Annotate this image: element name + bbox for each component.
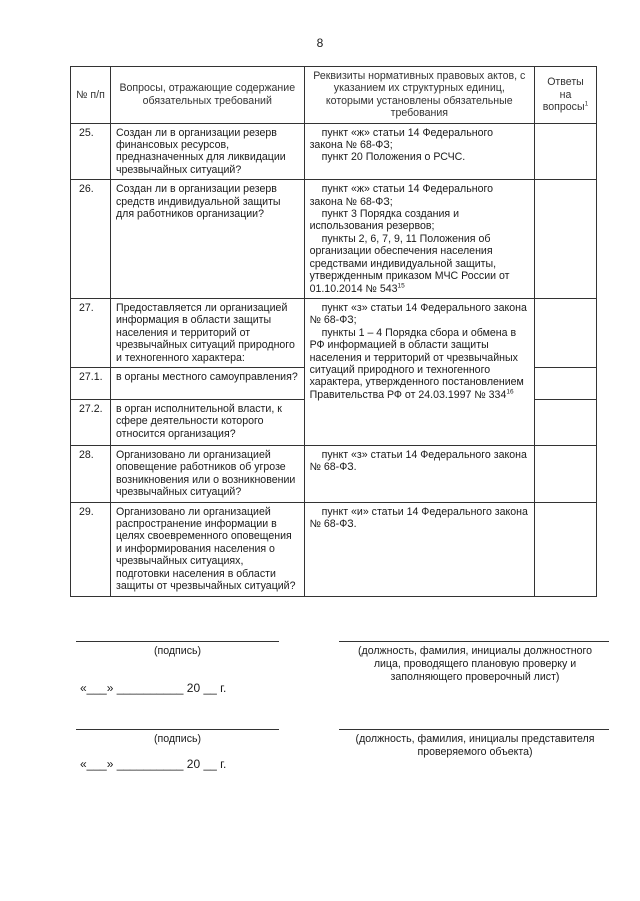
requisite-text: пункты 2, 6, 7, 9, 11 Положения об организации обеспечения населения средствами индивидуальной защиты, утвержденным приказом МЧС России от 01.10.2014 № 543 [309, 232, 510, 295]
position-caption: (должность, фамилия, инициалы представителя проверяемого объекта) [355, 733, 595, 758]
row-requisites [304, 502, 534, 596]
row-number: 27. [71, 298, 111, 367]
requisite-line [310, 233, 529, 295]
page-number: 8 [316, 36, 324, 50]
table-header-row [71, 67, 597, 124]
requisite-line: пункт «ж» статьи 14 Федерального закона № 68-ФЗ; [309, 126, 494, 152]
footnote-ref: 1 [584, 100, 589, 108]
row-question: Создан ли в организации резерв финансовых ресурсов, предназначенных для ликвидации чрезвычайных ситуаций? [110, 123, 304, 180]
row-question: в органы местного самоуправления? [110, 367, 304, 399]
row-question: в орган исполнительной власти, к сфере деятельности которого относится организация? [110, 399, 304, 445]
requisite-line: пункт «и» статьи 14 Федерального закона № 68-ФЗ. [309, 505, 528, 530]
row-question: Предоставляется ли организацией информация в области защиты населения и территорий от чрезвычайных ситуаций природного и техногенного характера: [110, 298, 304, 367]
signature-caption: (подпись) [153, 645, 202, 657]
answer-cell[interactable] [535, 502, 597, 596]
table-row [71, 502, 597, 596]
footnote-ref: 15 [397, 281, 405, 289]
row-number: 29. [71, 502, 111, 596]
row-requisites [304, 445, 534, 502]
row-number: 25. [71, 123, 111, 180]
signature-caption: (подпись) [153, 733, 202, 745]
requisite-line [310, 327, 529, 401]
header-answers-text: Ответы на вопросы [542, 76, 585, 114]
signature-line[interactable] [76, 729, 279, 730]
row-question: Организовано ли организацией оповещение работников об угрозе возникновения или о возникновении чрезвычайных ситуаций? [110, 445, 304, 502]
date-field[interactable]: «___» __________ 20 __ г. [80, 681, 227, 695]
requisite-line: пункт «ж» статьи 14 Федерального закона № 68-ФЗ; [309, 183, 494, 208]
row-requisites [304, 298, 534, 445]
signature-line[interactable] [76, 641, 279, 642]
table-row [71, 298, 597, 367]
row-number: 26. [71, 180, 111, 299]
position-line[interactable] [339, 641, 609, 642]
requisite-line: пункт 3 Порядка создания и использования резервов; [309, 208, 459, 233]
row-requisites [304, 123, 534, 180]
answer-cell[interactable] [535, 298, 597, 367]
position-caption: (должность, фамилия, инициалы должностного лица, проводящего плановую проверку и заполняющего проверочный лист) [357, 645, 593, 683]
row-question: Организовано ли организацией распространение информации в целях своевременного оповещения и информирования населения о чрезвычайных ситуациях, подготовки населения в области защиты от чрезвычайных ситуаций? [110, 502, 304, 596]
table-row [71, 123, 597, 180]
row-requisites [304, 180, 534, 299]
answer-cell[interactable] [535, 123, 597, 180]
checklist-table [70, 66, 597, 597]
requisite-line: пункт 20 Положения о РСЧС. [321, 151, 466, 164]
answer-cell[interactable] [535, 180, 597, 299]
requisite-line: пункт «з» статьи 14 Федерального закона № 68-ФЗ; [309, 301, 527, 327]
requisite-line: пункт «з» статьи 14 Федерального закона № 68-ФЗ. [309, 448, 527, 474]
row-number: 28. [71, 445, 111, 502]
table-row [71, 180, 597, 299]
row-number: 27.1. [71, 367, 111, 399]
row-number: 27.2. [71, 399, 111, 445]
header-answers [535, 67, 597, 124]
row-question: Создан ли в организации резерв средств индивидуальной защиты для работников организации? [110, 180, 304, 299]
header-requisites: Реквизиты нормативных правовых актов, с указанием их структурных единиц, которыми установлены обязательные требования [304, 67, 534, 124]
footnote-ref: 16 [506, 388, 514, 396]
answer-cell[interactable] [535, 399, 597, 445]
header-num: № п/п [71, 67, 111, 124]
table-row [71, 445, 597, 502]
answer-cell[interactable] [535, 367, 597, 399]
date-field[interactable]: «___» __________ 20 __ г. [80, 757, 227, 771]
position-line[interactable] [339, 729, 609, 730]
answer-cell[interactable] [535, 445, 597, 502]
requisite-text: пункты 1 – 4 Порядка сбора и обмена в РФ информацией в области защиты населения и территорий от чрезвычайных ситуаций природного и техногенного характера, утвержденного постановлением Правительства РФ от 24.03.1997 № 334 [309, 326, 524, 401]
header-question: Вопросы, отражающие содержание обязательных требований [110, 67, 304, 124]
